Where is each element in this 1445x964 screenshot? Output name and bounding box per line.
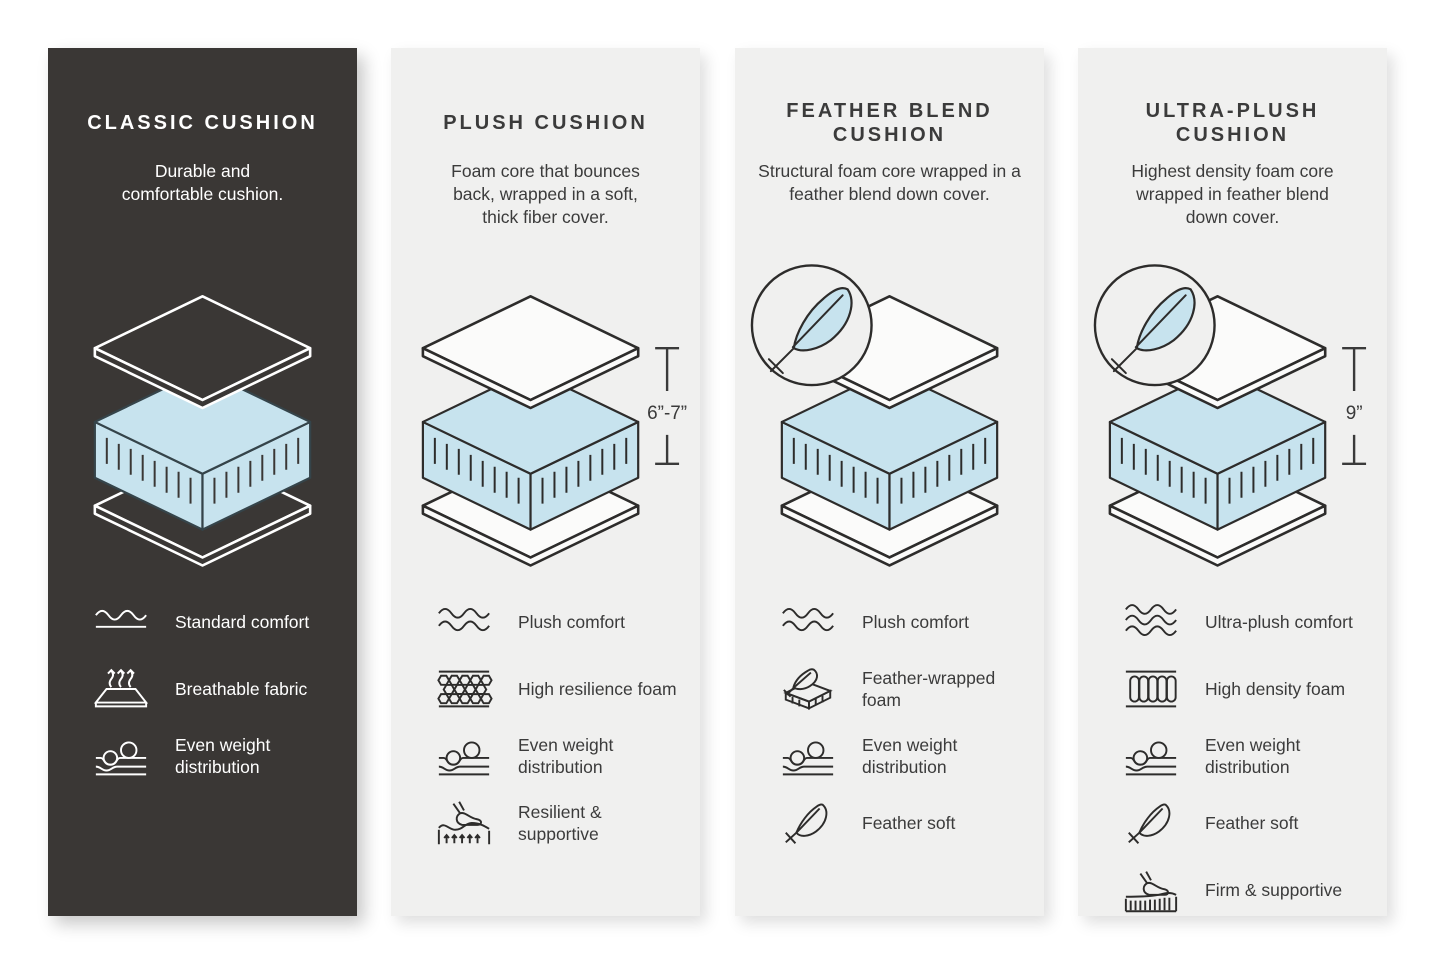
feather-icon <box>1122 800 1180 846</box>
panel-classic-cushion <box>48 48 357 916</box>
even-weight-icon <box>779 733 837 779</box>
feature-label: Plush comfort <box>862 611 969 632</box>
panel-feather-blend-cushion <box>735 48 1044 916</box>
feature-list <box>735 571 1044 846</box>
feature-list <box>391 571 700 846</box>
panel-description: Structural foam core wrapped in a feather blend down cover. <box>758 161 1021 204</box>
panel-description: Highest density foam core wrapped in feather blend down cover. <box>1131 161 1334 227</box>
height-dimension-label: 6”-7” <box>647 402 688 424</box>
feature-label: Even weight distribution <box>518 734 614 777</box>
feature-item <box>779 733 1034 779</box>
wave-single-icon <box>92 599 150 645</box>
feather-badge-icon <box>1095 265 1215 385</box>
feature-item <box>1122 800 1377 846</box>
feature-item <box>435 733 690 779</box>
feature-label: Feather-wrapped foam <box>862 667 996 710</box>
feature-label: Standard comfort <box>175 611 310 632</box>
feature-item <box>1122 733 1377 779</box>
feature-label: High resilience foam <box>518 678 677 699</box>
feature-item <box>435 599 690 645</box>
feature-label: Feather soft <box>862 812 956 833</box>
feature-item <box>1122 599 1377 645</box>
cushion-stack-diagram <box>391 241 700 571</box>
feather-wrapped-foam-icon <box>779 666 837 712</box>
cushion-stack-diagram <box>1078 241 1387 571</box>
even-weight-icon <box>92 733 150 779</box>
wave-double-icon <box>779 599 837 645</box>
panel-description: Durable and comfortable cushion. <box>121 161 284 204</box>
height-dimension-marker <box>647 348 687 464</box>
feature-item <box>779 599 1034 645</box>
feature-item <box>435 800 690 846</box>
cushion-stack-diagram <box>735 241 1044 571</box>
feature-item <box>1122 666 1377 712</box>
even-weight-icon <box>435 733 493 779</box>
panel-ultra-plush-cushion <box>1078 48 1387 916</box>
height-dimension-label: 9” <box>1345 402 1363 424</box>
feature-item <box>779 800 1034 846</box>
feature-label: High density foam <box>1205 678 1346 699</box>
feature-item <box>92 733 347 779</box>
feature-label: Plush comfort <box>518 611 625 632</box>
feature-list <box>1078 571 1387 913</box>
breathable-fabric-icon <box>92 666 150 712</box>
feather-badge-icon <box>752 265 872 385</box>
panel-title: ULTRA-PLUSH CUSHION <box>1145 100 1320 146</box>
feature-item <box>92 666 347 712</box>
panel-title: FEATHER BLEND CUSHION <box>786 100 993 146</box>
feature-item <box>92 599 347 645</box>
feather-icon <box>779 800 837 846</box>
feature-label: Feather soft <box>1205 812 1299 833</box>
feature-item <box>435 666 690 712</box>
panel-title: PLUSH CUSHION <box>443 112 648 135</box>
feature-item <box>779 666 1034 712</box>
feature-item <box>1122 867 1377 913</box>
feature-label: Even weight distribution <box>1205 734 1301 777</box>
feature-label: Resilient & supportive <box>518 801 602 844</box>
honeycomb-foam-icon <box>435 666 493 712</box>
feature-list <box>48 571 357 779</box>
high-density-foam-icon <box>1122 666 1180 712</box>
even-weight-icon <box>1122 733 1180 779</box>
feature-label: Breathable fabric <box>175 678 308 699</box>
panel-plush-cushion <box>391 48 700 916</box>
wave-triple-icon <box>1122 599 1180 645</box>
feature-label: Even weight distribution <box>862 734 958 777</box>
wave-double-icon <box>435 599 493 645</box>
height-dimension-marker <box>1342 348 1366 464</box>
panel-title: CLASSIC CUSHION <box>87 112 318 135</box>
panel-description: Foam core that bounces back, wrapped in a soft, thick fiber cover. <box>451 161 640 227</box>
firm-supportive-icon <box>1122 867 1180 913</box>
resilient-supportive-icon <box>435 800 493 846</box>
feature-label: Even weight distribution <box>175 734 271 777</box>
cushion-stack-diagram <box>48 241 357 571</box>
feature-label: Firm & supportive <box>1205 879 1343 900</box>
feature-label: Ultra-plush comfort <box>1205 611 1353 632</box>
